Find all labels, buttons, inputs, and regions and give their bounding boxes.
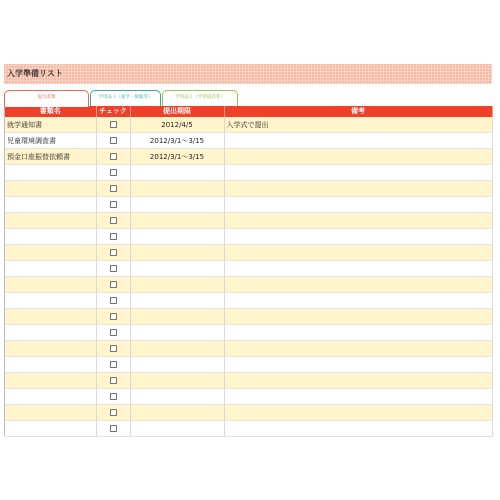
document-name-cell[interactable] <box>5 277 96 293</box>
deadline-cell[interactable] <box>130 181 224 197</box>
checkbox-icon[interactable] <box>110 329 117 336</box>
document-name-cell[interactable] <box>5 197 96 213</box>
column-header-document: 書類名 <box>5 106 96 117</box>
table-row <box>5 277 492 293</box>
note-cell[interactable] <box>224 149 492 165</box>
note-cell[interactable] <box>224 309 492 325</box>
check-cell[interactable] <box>96 293 130 309</box>
sheet-tabs <box>4 90 492 106</box>
table-row <box>5 421 492 437</box>
note-cell[interactable] <box>224 165 492 181</box>
deadline-cell[interactable] <box>130 229 224 245</box>
checkbox-icon[interactable] <box>110 121 117 128</box>
table-row <box>5 229 492 245</box>
deadline-cell[interactable] <box>130 197 224 213</box>
checkbox-icon[interactable] <box>110 169 117 176</box>
checkbox-icon[interactable] <box>110 425 117 432</box>
check-cell[interactable] <box>96 309 130 325</box>
checkbox-icon[interactable] <box>110 393 117 400</box>
table-row <box>5 325 492 341</box>
table-row <box>5 117 492 133</box>
check-cell[interactable] <box>96 213 130 229</box>
document-name-cell[interactable] <box>5 293 96 309</box>
document-name-cell[interactable] <box>5 309 96 325</box>
deadline-cell[interactable]: 2012/4/5 <box>130 117 224 133</box>
check-cell[interactable] <box>96 325 130 341</box>
note-cell[interactable] <box>224 405 492 421</box>
checkbox-icon[interactable] <box>110 201 117 208</box>
note-cell[interactable] <box>224 245 492 261</box>
note-cell[interactable]: 入学式で提出 <box>224 117 492 133</box>
check-cell[interactable] <box>96 357 130 373</box>
deadline-cell[interactable] <box>130 213 224 229</box>
note-cell[interactable] <box>224 389 492 405</box>
table-row <box>5 261 492 277</box>
table-row <box>5 245 492 261</box>
checkbox-icon[interactable] <box>110 361 117 368</box>
deadline-cell[interactable] <box>130 373 224 389</box>
deadline-cell[interactable] <box>130 389 224 405</box>
deadline-cell[interactable] <box>130 277 224 293</box>
check-cell[interactable] <box>96 181 130 197</box>
deadline-cell[interactable] <box>130 421 224 437</box>
check-cell[interactable] <box>96 165 130 181</box>
table-row <box>5 197 492 213</box>
deadline-cell[interactable] <box>130 245 224 261</box>
table-row <box>5 149 492 165</box>
check-cell[interactable] <box>96 133 130 149</box>
deadline-cell[interactable] <box>130 341 224 357</box>
checkbox-icon[interactable] <box>110 345 117 352</box>
column-header-deadline: 提出期限 <box>130 106 224 117</box>
note-cell[interactable] <box>224 373 492 389</box>
document-name-cell[interactable]: 預金口座振替依頼書 <box>5 149 96 165</box>
checkbox-icon[interactable] <box>110 185 117 192</box>
checklist-sheet <box>4 106 492 436</box>
deadline-cell[interactable]: 2012/3/1～3/15 <box>130 149 224 165</box>
document-name-cell[interactable] <box>5 341 96 357</box>
check-cell[interactable] <box>96 373 130 389</box>
deadline-cell[interactable]: 2012/3/1～3/15 <box>130 133 224 149</box>
table-row <box>5 357 492 373</box>
document-name-cell[interactable] <box>5 165 96 181</box>
table-row <box>5 165 492 181</box>
table-row <box>5 133 492 149</box>
deadline-cell[interactable] <box>130 357 224 373</box>
note-cell[interactable] <box>224 213 492 229</box>
deadline-cell[interactable] <box>130 261 224 277</box>
document-name-cell[interactable] <box>5 181 96 197</box>
tab-supplies-2[interactable]: 学用品２（学習道具等） <box>162 90 238 106</box>
checklist-table <box>5 106 493 437</box>
check-cell[interactable] <box>96 229 130 245</box>
sheet-title: 入学準備リスト <box>4 64 492 84</box>
checkbox-icon[interactable] <box>110 409 117 416</box>
check-cell[interactable] <box>96 117 130 133</box>
note-cell[interactable] <box>224 325 492 341</box>
check-cell[interactable] <box>96 405 130 421</box>
note-cell[interactable] <box>224 181 492 197</box>
checkbox-icon[interactable] <box>110 137 117 144</box>
check-cell[interactable] <box>96 389 130 405</box>
document-name-cell[interactable] <box>5 229 96 245</box>
column-header-check: チェック <box>96 106 130 117</box>
table-row <box>5 309 492 325</box>
document-name-cell[interactable] <box>5 357 96 373</box>
checkbox-icon[interactable] <box>110 377 117 384</box>
check-cell[interactable] <box>96 261 130 277</box>
checkbox-icon[interactable] <box>110 281 117 288</box>
note-cell[interactable] <box>224 421 492 437</box>
document-name-cell[interactable] <box>5 261 96 277</box>
note-cell[interactable] <box>224 133 492 149</box>
checkbox-icon[interactable] <box>110 265 117 272</box>
table-row <box>5 341 492 357</box>
document-name-cell[interactable] <box>5 389 96 405</box>
table-row <box>5 373 492 389</box>
tab-documents[interactable]: 提出書類 <box>4 90 89 107</box>
note-cell[interactable] <box>224 293 492 309</box>
table-row <box>5 405 492 421</box>
table-header-row <box>5 106 492 117</box>
deadline-cell[interactable] <box>130 325 224 341</box>
document-name-cell[interactable] <box>5 245 96 261</box>
note-cell[interactable] <box>224 357 492 373</box>
checkbox-icon[interactable] <box>110 217 117 224</box>
checkbox-icon[interactable] <box>110 233 117 240</box>
document-name-cell[interactable]: 就学通知書 <box>5 117 96 133</box>
document-name-cell[interactable]: 児童環境調査書 <box>5 133 96 149</box>
note-cell[interactable] <box>224 229 492 245</box>
check-cell[interactable] <box>96 341 130 357</box>
check-cell[interactable] <box>96 197 130 213</box>
document-name-cell[interactable] <box>5 213 96 229</box>
tab-supplies-1[interactable]: 学用品１（通学・制服等） <box>90 90 161 106</box>
note-cell[interactable] <box>224 261 492 277</box>
check-cell[interactable] <box>96 421 130 437</box>
note-cell[interactable] <box>224 197 492 213</box>
checkbox-icon[interactable] <box>110 313 117 320</box>
deadline-cell[interactable] <box>130 405 224 421</box>
note-cell[interactable] <box>224 277 492 293</box>
check-cell[interactable] <box>96 245 130 261</box>
deadline-cell[interactable] <box>130 165 224 181</box>
table-row <box>5 213 492 229</box>
table-row <box>5 389 492 405</box>
document-name-cell[interactable] <box>5 405 96 421</box>
checkbox-icon[interactable] <box>110 153 117 160</box>
document-name-cell[interactable] <box>5 325 96 341</box>
deadline-cell[interactable] <box>130 293 224 309</box>
checkbox-icon[interactable] <box>110 249 117 256</box>
table-row <box>5 293 492 309</box>
document-name-cell[interactable] <box>5 373 96 389</box>
checkbox-icon[interactable] <box>110 297 117 304</box>
check-cell[interactable] <box>96 149 130 165</box>
note-cell[interactable] <box>224 341 492 357</box>
deadline-cell[interactable] <box>130 309 224 325</box>
table-row <box>5 181 492 197</box>
column-header-note: 備考 <box>224 106 492 117</box>
document-name-cell[interactable] <box>5 421 96 437</box>
check-cell[interactable] <box>96 277 130 293</box>
